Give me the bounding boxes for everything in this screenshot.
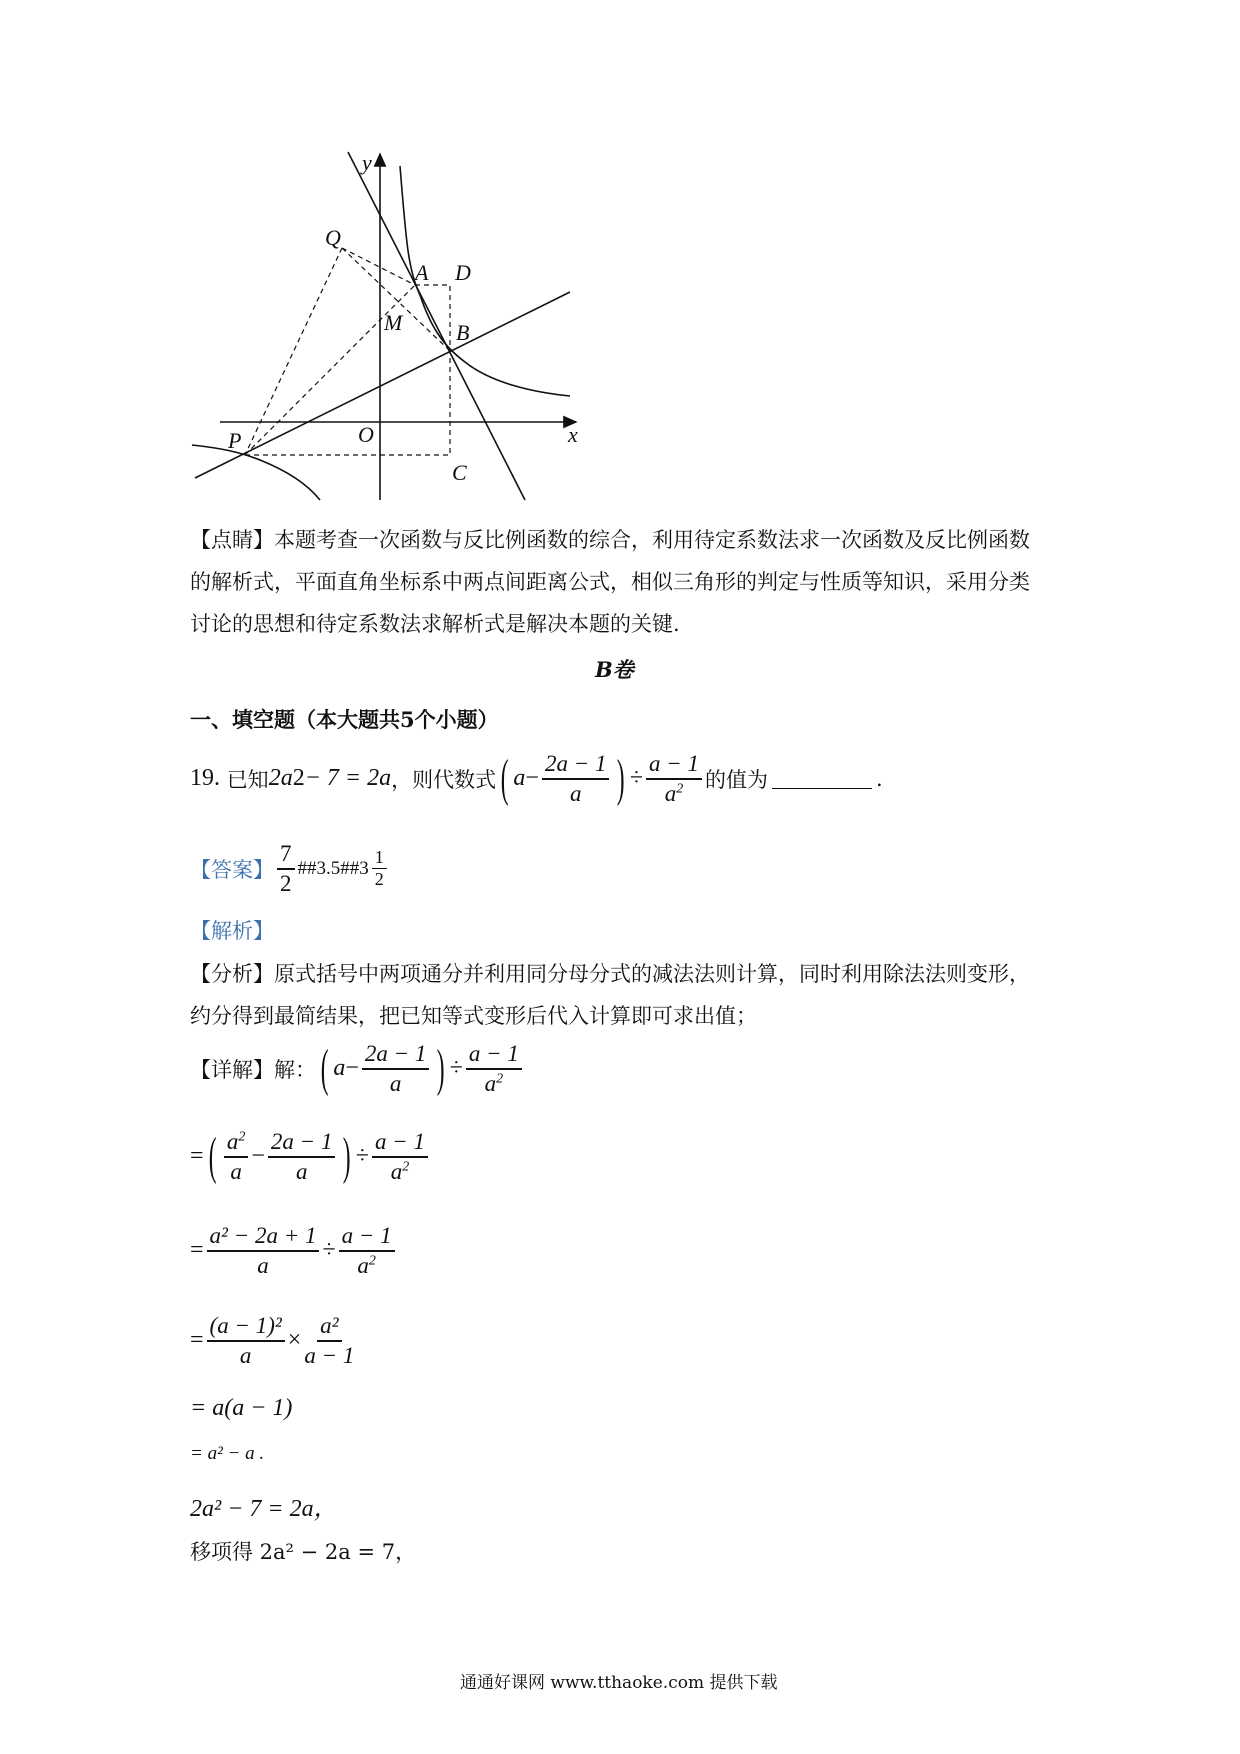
step-7: 移项得 2a² − 2a = 7， [190, 1540, 417, 1564]
answer-blank [772, 768, 872, 789]
step-1: = ( $a^2$ a − $\frac{2a - 1}{a}$ ) ÷ $\frac{a - 1}{a^2}$ [190, 1128, 431, 1185]
dianjing-line-3: 讨论的思想和待定系数法求解析式是解决本题的关键. [190, 612, 680, 636]
svg-text:O: O [358, 422, 374, 447]
svg-text:M: M [384, 310, 403, 335]
footer-text: 通通好课网 www.tthaoke.com 提供下载 [460, 1673, 778, 1693]
svg-text:C: C [452, 460, 467, 485]
jiexi-label: 【解析】 [190, 919, 274, 943]
svg-text:A: A [415, 260, 429, 285]
step-5: = a² − a . [190, 1443, 265, 1464]
svg-text:x: x [568, 422, 578, 447]
section-heading: 一、填空题（本大题共5个小题） [190, 707, 499, 732]
answer-line: 【答案】 7 2 ##3.5##3 1 2 [190, 840, 390, 897]
step-4: = a(a − 1) [190, 1395, 293, 1421]
dianjing-line-1: 【点睛】 本题考查一次函数与反比例函数的综合，利用待定系数法求一次函数及反比例函数 [190, 528, 1030, 552]
step-2: = $\frac{\text{a² − 2a + 1}}{a}$ ÷ $\frac{a - 1}{a^2}$ [190, 1222, 398, 1279]
question-19: 19. 已知 2a 2 − 7 = 2a ，则代数式 ( a − $\frac{2a - 1}{a}$ ) ÷ $\frac{a - 1}{a^2}$ 的值为 . [190, 749, 883, 807]
fenxi-line-2: 约分得到最简结果，把已知等式变形后代入计算即可求出值； [190, 1004, 757, 1028]
step-6: 2a² − 7 = 2a， [190, 1496, 338, 1522]
svg-text:B: B [456, 320, 470, 345]
coordinate-figure [180, 130, 600, 510]
fenxi-line-1: 【分析】 原式括号中两项通分并利用同分母分式的减法法则计算，同时利用除法法则变形， [190, 962, 1030, 986]
dianjing-line-2: 的解析式，平面直角坐标系中两点间距离公式，相似三角形的判定与性质等知识，采用分类 [190, 570, 1030, 594]
svg-text:P: P [228, 428, 242, 453]
section-b-title: B卷 [595, 657, 634, 682]
svg-text:Q: Q [325, 225, 341, 250]
hyperbola-branch-2 [192, 445, 320, 500]
svg-text:y: y [362, 150, 372, 175]
xiangjie-line: 【详解】解： ( a − $\frac{2a - 1}{a}$ ) ÷ $\frac{a - 1}{a^2}$ [190, 1040, 525, 1097]
step-3: = $\frac{\text{(a − 1)²}}{a}$ × $\frac{\text{a²}}{a - 1}$ [190, 1313, 355, 1368]
svg-text:D: D [455, 260, 471, 285]
